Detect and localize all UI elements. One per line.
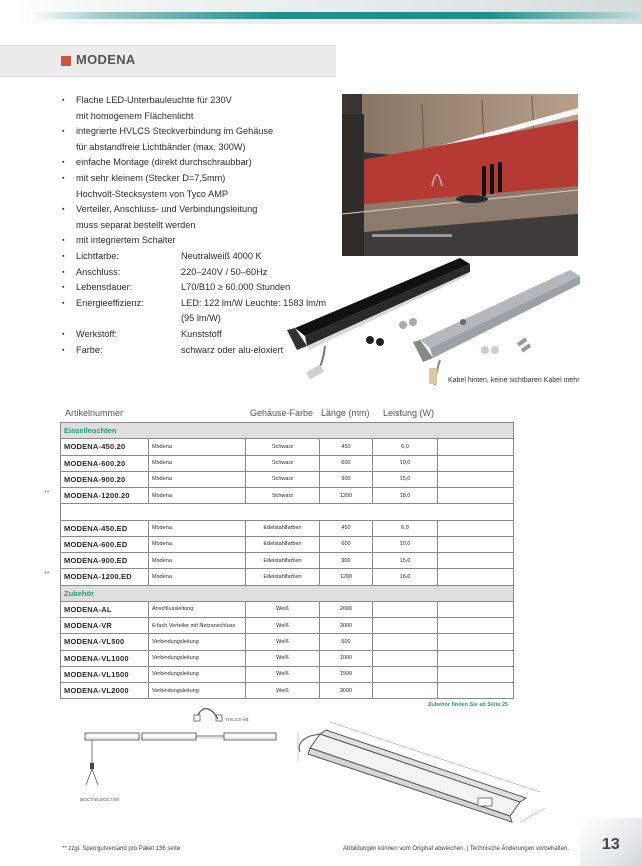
cell-name: Verbindungsleitung bbox=[149, 650, 246, 666]
cell-color: Schwarz bbox=[246, 471, 320, 487]
header-power: Leistung (W) bbox=[383, 408, 435, 418]
cell-length: 2000 bbox=[320, 601, 373, 617]
cell-empty bbox=[438, 455, 514, 471]
feature-item bbox=[62, 218, 362, 234]
cell-code: MODENA-VL1000 bbox=[61, 650, 149, 666]
cell-color: Edelstahlfarben bbox=[246, 553, 320, 569]
cell-power: 18,0 bbox=[373, 569, 438, 585]
cell-empty bbox=[438, 569, 514, 585]
cell-power bbox=[373, 666, 438, 682]
cell-color: Weiß bbox=[246, 601, 320, 617]
cell-name: Modena bbox=[149, 471, 246, 487]
cell-color: Weiß bbox=[246, 618, 320, 634]
cell-code: MODENA-450.20 bbox=[61, 439, 149, 455]
cell-name: Modena bbox=[149, 569, 246, 585]
cell-power bbox=[373, 683, 438, 699]
spec-key: Lichtfarbe: bbox=[76, 250, 119, 261]
drawing-label: DOC7/48 bbox=[100, 797, 119, 802]
feature-item bbox=[62, 155, 362, 171]
cell-length: 900 bbox=[320, 553, 373, 569]
cell-length: 1200 bbox=[320, 569, 373, 585]
cell-code: MODENA-VL500 bbox=[61, 634, 149, 650]
cell-length: 450 bbox=[320, 439, 373, 455]
cell-empty bbox=[438, 471, 514, 487]
feature-text: Verteiler, Anschluss- und Verbindungsleitung bbox=[76, 204, 258, 215]
cell-length: 450 bbox=[320, 520, 373, 536]
table-row bbox=[61, 569, 514, 585]
cell-power bbox=[373, 650, 438, 666]
table-row bbox=[61, 618, 514, 634]
feature-text: für abstandfreie Lichtbänder (max. 300W) bbox=[76, 141, 246, 152]
page-title: MODENA bbox=[76, 52, 136, 67]
spec-key: Energieeffizienz: bbox=[76, 297, 144, 308]
feature-text: Hochvolt-Stecksystem von Tyco AMP bbox=[76, 188, 228, 199]
feature-item bbox=[62, 233, 362, 249]
feature-text: einfache Montage (direkt durchschraubbar) bbox=[76, 157, 252, 168]
cell-empty bbox=[438, 553, 514, 569]
feature-text: Flache LED-Unterbauleuchte für 230V bbox=[76, 95, 232, 105]
spec-value: Kunststoff bbox=[181, 328, 222, 339]
cell-color: Weiß bbox=[246, 634, 320, 650]
cell-code: MODENA-VL1500 bbox=[61, 666, 149, 682]
feature-item bbox=[62, 109, 362, 125]
table-row bbox=[61, 666, 514, 682]
cell-color: Schwarz bbox=[246, 488, 320, 504]
cell-code: MODENA-VL2000 bbox=[61, 683, 149, 699]
cell-power: 6,0 bbox=[373, 520, 438, 536]
cell-color: Weiß bbox=[246, 650, 320, 666]
cell-name: Anschlussleitung bbox=[149, 601, 246, 617]
cell-length: 1000 bbox=[320, 650, 373, 666]
title-bar bbox=[0, 46, 336, 76]
cell-power bbox=[373, 618, 438, 634]
cell-empty bbox=[438, 536, 514, 552]
cell-length: 1200 bbox=[320, 488, 373, 504]
table-row bbox=[61, 520, 514, 536]
cell-length: 900 bbox=[320, 471, 373, 487]
cell-empty bbox=[438, 520, 514, 536]
bullet-icon: ▪ bbox=[62, 284, 65, 292]
cell-color: Edelstahlfarben bbox=[246, 536, 320, 552]
cell-code: MODENA-600.20 bbox=[61, 455, 149, 471]
spec-key: Werkstoff: bbox=[76, 328, 118, 339]
cell-length: 600 bbox=[320, 455, 373, 471]
drawing-label: DOC7/45 bbox=[80, 797, 99, 802]
cell-color: Schwarz bbox=[246, 439, 320, 455]
bullet-icon: ▪ bbox=[62, 299, 65, 307]
cell-empty bbox=[438, 488, 514, 504]
feature-item bbox=[62, 171, 362, 187]
spec-value: (95 lm/W) bbox=[181, 313, 221, 324]
cell-length: 600 bbox=[320, 536, 373, 552]
cell-empty bbox=[438, 439, 514, 455]
cell-length: 2000 bbox=[320, 618, 373, 634]
cell-name: Verbindungsleitung bbox=[149, 666, 246, 682]
table-row bbox=[61, 634, 514, 650]
cell-power bbox=[373, 634, 438, 650]
spec-value: schwarz oder alu-eloxiert bbox=[181, 344, 284, 355]
cell-name: Verbindungsleitung bbox=[149, 634, 246, 650]
accessories-note: Zubehör finden Sie ab Seite 25 bbox=[428, 702, 509, 708]
spec-value: L70/B10 ≥ 60.000 Stunden bbox=[181, 282, 291, 293]
bullet-icon bbox=[62, 218, 76, 234]
cell-empty bbox=[438, 683, 514, 699]
spec-value: Neutralweiß 4000 K bbox=[181, 250, 262, 261]
cell-name: Verbindungsleitung bbox=[149, 683, 246, 699]
feature-text: mit sehr kleinem (Stecker D=7,5mm) bbox=[76, 172, 226, 183]
page-number: 13 bbox=[602, 836, 620, 853]
bullet-icon bbox=[62, 140, 76, 156]
feature-text: mit integriertem Schalter bbox=[76, 235, 176, 246]
section-label: Einzelleuchten bbox=[61, 423, 514, 439]
bullet-icon: ▪ bbox=[62, 128, 65, 136]
bullet-icon: ▪ bbox=[62, 159, 65, 167]
title-marker bbox=[61, 56, 71, 66]
spec-value: LED: 122 lm/W Leuchte: 1583 lm/m bbox=[181, 297, 327, 308]
cell-empty bbox=[438, 618, 514, 634]
table-row bbox=[61, 455, 514, 471]
cell-code: MODENA-1200.ED bbox=[61, 569, 149, 585]
feature-item bbox=[62, 187, 362, 203]
bullet-icon bbox=[62, 109, 76, 125]
drawing-label: HVLCS-VB bbox=[226, 717, 249, 722]
cell-color: Edelstahlfarben bbox=[246, 569, 320, 585]
cell-power bbox=[373, 601, 438, 617]
bullet-icon: ▪ bbox=[62, 330, 65, 338]
cell-empty bbox=[438, 601, 514, 617]
feature-item bbox=[62, 124, 362, 140]
header-color: Gehäuse-Farbe bbox=[250, 408, 314, 418]
cell-name: Modena bbox=[149, 439, 246, 455]
header-length: Länge (mm) bbox=[321, 408, 370, 418]
table-row bbox=[61, 471, 514, 487]
feature-item bbox=[62, 93, 362, 109]
cell-length: 1500 bbox=[320, 666, 373, 682]
spec-key: Farbe: bbox=[76, 344, 103, 355]
bullet-icon: ▪ bbox=[62, 268, 65, 276]
table-row bbox=[61, 536, 514, 552]
table-row bbox=[61, 683, 514, 699]
product-table bbox=[60, 422, 514, 699]
table-row bbox=[61, 601, 514, 617]
cell-name: 6-fach Verteiler mit Netzanschluss bbox=[149, 618, 246, 634]
cell-code: MODENA-900.ED bbox=[61, 553, 149, 569]
cell-empty bbox=[438, 650, 514, 666]
table-header bbox=[60, 406, 514, 420]
cell-color: Weiß bbox=[246, 666, 320, 682]
cell-name: Modena bbox=[149, 488, 246, 504]
cell-power: 6,0 bbox=[373, 439, 438, 455]
table-section-row bbox=[61, 585, 514, 601]
section-label: Zubehör bbox=[61, 585, 514, 601]
cell-code: MODENA-900.20 bbox=[61, 471, 149, 487]
cell-code: MODENA-1200.20 bbox=[61, 488, 149, 504]
bullet-icon bbox=[62, 187, 76, 203]
bullet-icon bbox=[62, 311, 76, 327]
bullet-icon: ▪ bbox=[62, 237, 65, 245]
cell-power: 10,0 bbox=[373, 455, 438, 471]
cell-code: MODENA-450.ED bbox=[61, 520, 149, 536]
table-row bbox=[61, 439, 514, 455]
feature-text: mit homogenem Flächenlicht bbox=[76, 110, 194, 121]
wiring-drawing bbox=[80, 705, 280, 805]
cell-power: 15,0 bbox=[373, 553, 438, 569]
cell-color: Weiß bbox=[246, 683, 320, 699]
cell-power: 18,0 bbox=[373, 488, 438, 504]
divider bbox=[0, 76, 336, 77]
cell-name: Modena bbox=[149, 536, 246, 552]
table-row bbox=[61, 650, 514, 666]
cell-length: 500 bbox=[320, 634, 373, 650]
cell-power: 15,0 bbox=[373, 471, 438, 487]
cell-color: Schwarz bbox=[246, 455, 320, 471]
dimension-drawing bbox=[290, 712, 550, 832]
cell-length: 2000 bbox=[320, 683, 373, 699]
kitchen-photo bbox=[342, 94, 578, 256]
cell-name: Modena bbox=[149, 553, 246, 569]
cell-name: Modena bbox=[149, 455, 246, 471]
spec-key: Lebensdauer: bbox=[76, 282, 133, 293]
feature-text: muss separat bestellt werden bbox=[76, 219, 196, 230]
bullet-icon: ▪ bbox=[62, 174, 65, 182]
feature-item bbox=[62, 202, 362, 218]
footnote-marker: ** bbox=[44, 490, 50, 497]
table-row bbox=[61, 553, 514, 569]
header-stripe bbox=[30, 12, 642, 19]
bullet-icon: ▪ bbox=[62, 97, 65, 104]
feature-text: integrierte HVLCS Steckverbindung im Gehäuse bbox=[76, 126, 274, 137]
bullet-icon: ▪ bbox=[62, 346, 65, 354]
disclaimer: Abbildungen können vom Original abweichen. | Technische Änderungen vorbehalten. bbox=[343, 846, 569, 852]
table-spacer-row bbox=[61, 504, 514, 520]
cell-name: Modena bbox=[149, 520, 246, 536]
cell-code: MODENA-600.ED bbox=[61, 536, 149, 552]
cell-code: MODENA-AL bbox=[61, 601, 149, 617]
spec-key bbox=[76, 311, 181, 327]
cell-empty bbox=[438, 666, 514, 682]
cell-code: MODENA-VR bbox=[61, 618, 149, 634]
header-article: Artikelnummer bbox=[65, 408, 124, 418]
bullet-icon: ▪ bbox=[62, 206, 65, 214]
cell-color: Edelstahlfarben bbox=[246, 520, 320, 536]
product-image bbox=[285, 250, 585, 390]
bullet-icon: ▪ bbox=[62, 252, 65, 260]
footnote-marker: ** bbox=[44, 571, 50, 578]
table-row bbox=[61, 488, 514, 504]
spec-key: Anschluss: bbox=[76, 266, 121, 277]
image-caption: Kabel hinten, keine sichtbaren Kabel mehr bbox=[448, 377, 580, 384]
cell-empty bbox=[438, 634, 514, 650]
feature-item bbox=[62, 140, 362, 156]
cell-power: 10,0 bbox=[373, 536, 438, 552]
spec-value: 220–240V / 50–60Hz bbox=[181, 266, 268, 277]
footnote: ** zzgl. Sperrgutversand pro Paket 136 seite bbox=[62, 846, 181, 852]
table-section-row bbox=[61, 423, 514, 439]
